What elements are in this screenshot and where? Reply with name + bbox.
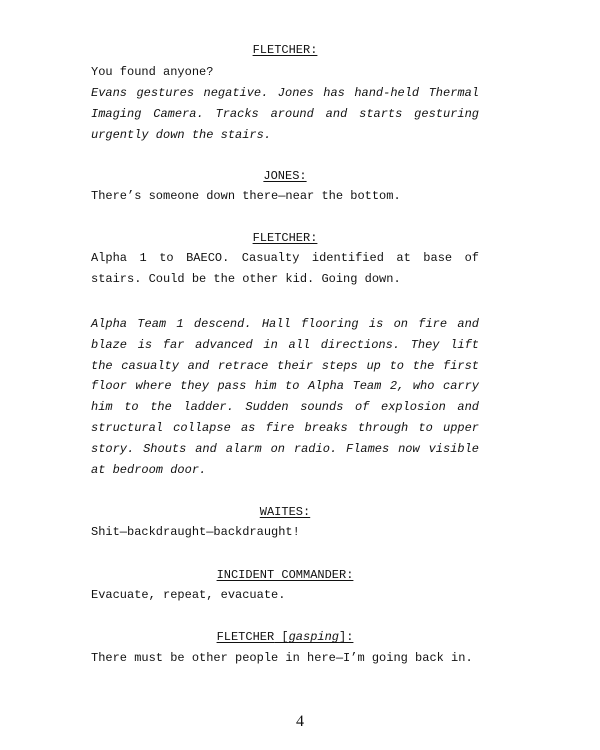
speaker-parenthetical: gasping bbox=[288, 630, 340, 644]
dialogue-block-3 bbox=[91, 248, 487, 290]
dialogue-block-2 bbox=[91, 186, 479, 207]
speaker-jones: JONES: bbox=[263, 169, 307, 183]
dialogue-text: Evacuate, repeat, evacuate. bbox=[91, 588, 286, 602]
dialogue-block-1 bbox=[91, 62, 487, 146]
speaker-waites: WAITES: bbox=[259, 505, 311, 519]
action-paragraph: Alpha Team 1 descend. Hall flooring is on fire and blaze is far advanced in all directions. They lift the casualty and retrace their steps up to the first floor where they pass him to Alpha Team 2, who carry him to the ladder. Sudden sounds of explosion and structural collapse as fire breaks through to upper story. Shouts and alarm on radio. Flames now visible at bedroom door. bbox=[91, 317, 479, 477]
dialogue-text: You found anyone? bbox=[91, 65, 214, 79]
dialogue-block-5 bbox=[91, 585, 479, 606]
speaker-fletcher-2: FLETCHER: bbox=[252, 231, 318, 245]
dialogue-text: There must be other people in here—I’m going back in. bbox=[91, 651, 473, 665]
action-block bbox=[91, 314, 479, 480]
dialogue-block-6 bbox=[91, 648, 479, 669]
action-text: Evans gestures negative. Jones has hand-held Thermal Imaging Camera. Tracks around and starts gesturing urgently down the stairs. bbox=[91, 86, 487, 142]
speaker-incident-commander: INCIDENT COMMANDER: bbox=[216, 568, 354, 582]
dialogue-block-4 bbox=[91, 522, 479, 543]
dialogue-text: Shit—backdraught—backdraught! bbox=[91, 525, 300, 539]
speaker-fletcher-gasping: FLETCHER [gasping]: bbox=[216, 630, 354, 644]
page-number: 4 bbox=[296, 713, 304, 730]
dialogue-text: Alpha 1 to BAECO. Casualty identified at base of stairs. Could be the other kid. Going down. bbox=[91, 251, 487, 286]
speaker-fletcher: FLETCHER: bbox=[252, 43, 318, 57]
dialogue-text: There’s someone down there—near the bottom. bbox=[91, 189, 401, 203]
speaker-name: FLETCHER bbox=[216, 630, 275, 644]
